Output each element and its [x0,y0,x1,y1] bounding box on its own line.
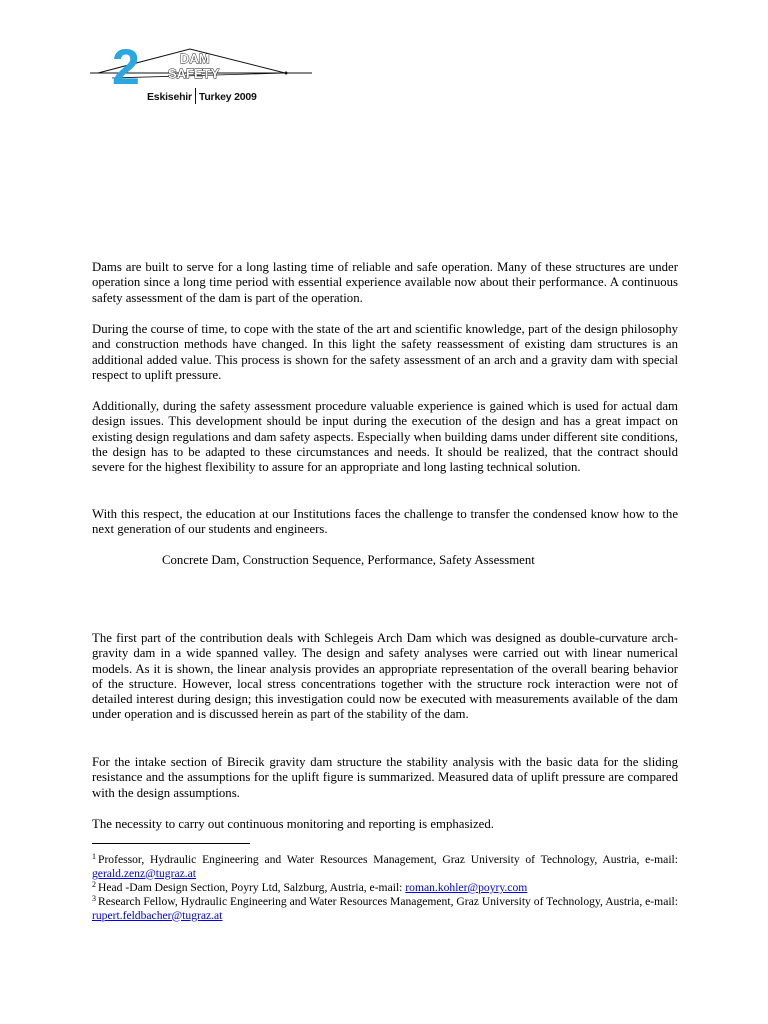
email-link[interactable]: rupert.feldbacher@tugraz.at [92,908,223,922]
logo-line1: DAM [180,51,210,66]
footnote-text: Professor, Hydraulic Engineering and Water Resources Management, Graz University of Technology, Austria, e-mail: [98,853,678,866]
logo-line2: SAFETY [168,66,220,81]
logo-number: 2 [112,40,140,95]
intro-paragraph-2: For the intake section of Birecik gravity dam structure the stability analysis with the basic data for the sliding resistance and the assumptions for the uplift figure is summarized. Measured data of uplift pressure are compared with the design assumptions. [92,755,678,800]
logo-separator [195,88,196,104]
logo-country-year: Turkey 2009 [198,91,257,103]
abstract-paragraph-2: During the course of time, to cope with the state of the art and scientific knowledge, part of the design philosophy and construction methods have changed. In this light the safety reassessment of existing dam structures is an additional added value. This process is shown for the safety assessment of an arch and a gravity dam with special respect to uplift pressure. [92,322,678,382]
logo-city: Eskisehir [147,91,192,103]
logo-place-year [147,88,257,104]
email-link[interactable]: gerald.zenz@tugraz.at [92,866,197,880]
footnote-mark: 3 [92,894,96,903]
email-link[interactable]: roman.kohler@poyry.com [405,881,528,894]
abstract-paragraph-1: Dams are built to serve for a long lasting time of reliable and safe operation. Many of these structures are under operation since a long time period with essential experience available now about their performance. A continuous safety assessment of the dam is part of the operation. [92,260,678,305]
footnote-3 [92,892,678,922]
keywords-line: Concrete Dam, Construction Sequence, Performance, Safety Assessment [162,553,535,567]
conference-logo [90,40,314,106]
footnote-mark: 1 [92,852,96,861]
intro-paragraph-1: The first part of the contribution deals with Schlegeis Arch Dam which was designed as double-curvature arch-gravity dam in a wide spanned valley. The design and safety analyses were carried out with linear numerical models. As it is shown, the linear analysis provides an appropriate representation of the overall bearing behavior of the structure. However, local stress concentrations together with the structure rock interaction were not of detailed interest during design; this investigation could now be executed with measurements available of the dam under operation and is discussed herein as part of the stability of the dam. [92,631,678,722]
footnote-1 [92,850,678,880]
footnote-text: Head -Dam Design Section, Poyry Ltd, Salzburg, Austria, e-mail: [98,881,406,894]
abstract-paragraph-4: With this respect, the education at our Institutions faces the challenge to transfer the condensed know how to the next generation of our students and engineers. [92,507,678,537]
footnote-text: Research Fellow, Hydraulic Engineering and Water Resources Management, Graz University of Technology, Austria, e-mail: [98,895,678,908]
footnote-mark: 2 [92,880,96,889]
abstract-paragraph-3: Additionally, during the safety assessment procedure valuable experience is gained which is used for actual dam design issues. This development should be input during the execution of the design and has a great impact on existing design regulations and dam safety aspects. Especially when building dams under different site conditions, the design has to be adapted to these circumstances and needs. It should be realized, that the contract should severe for the highest flexibility to assure for an appropriate and long lasting technical solution. [92,399,678,475]
footnote-separator [92,843,250,844]
intro-paragraph-3: The necessity to carry out continuous monitoring and reporting is emphasized. [92,817,494,831]
